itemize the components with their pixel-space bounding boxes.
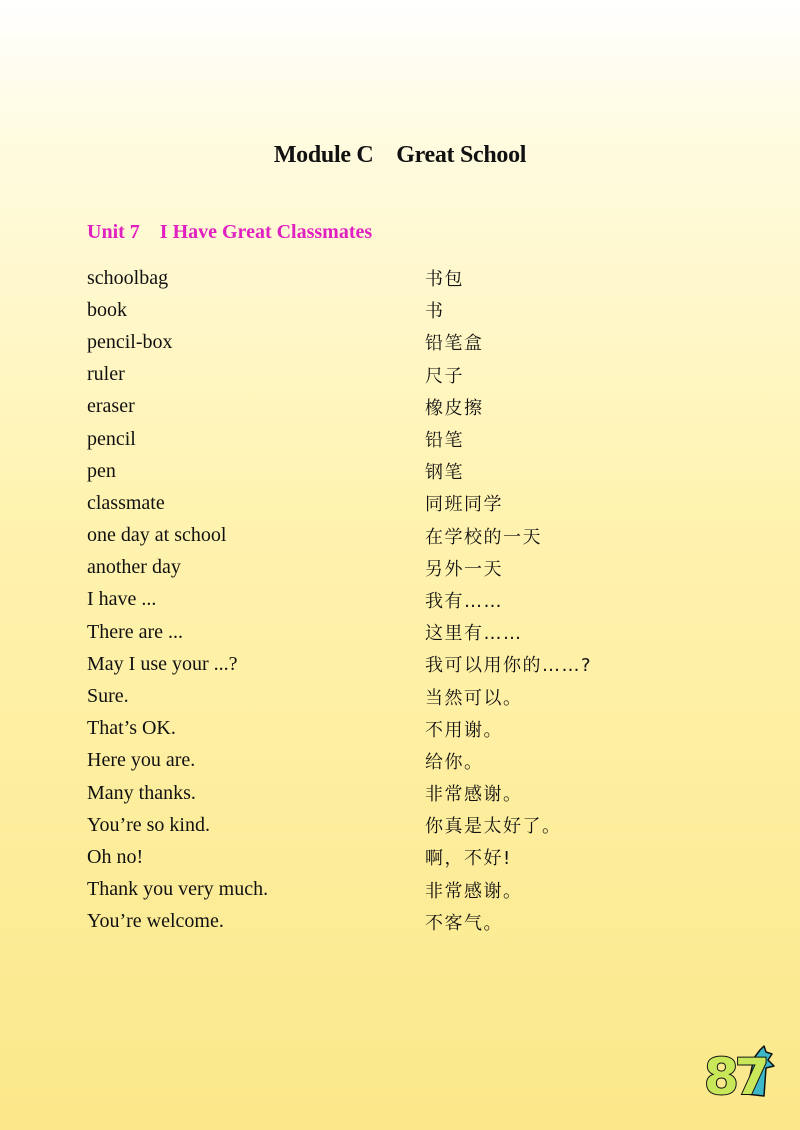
vocab-english: schoolbag — [87, 266, 169, 289]
vocab-chinese: 铅笔 — [425, 430, 464, 452]
vocab-row — [87, 294, 707, 326]
vocab-row — [87, 455, 707, 487]
vocab-english: pencil — [87, 427, 136, 450]
vocab-row — [87, 326, 707, 358]
vocab-chinese: 钢笔 — [425, 462, 464, 484]
vocab-english: Thank you very much. — [87, 878, 269, 901]
vocab-english: I have ... — [87, 588, 157, 611]
vocab-row — [87, 841, 707, 873]
vocab-row — [87, 391, 707, 423]
vocab-english: Here you are. — [87, 749, 196, 772]
vocab-english: classmate — [87, 491, 165, 514]
vocab-chinese: 橡皮擦 — [425, 397, 484, 419]
vocab-english: May I use your ...? — [87, 652, 238, 675]
vocab-english: You’re welcome. — [87, 910, 224, 933]
vocab-row — [87, 713, 707, 745]
vocab-row — [87, 809, 707, 841]
vocab-chinese: 当然可以。 — [425, 687, 523, 709]
vocabulary-list — [87, 262, 707, 938]
page-number — [702, 1044, 778, 1100]
vocab-chinese: 书包 — [425, 269, 464, 291]
vocab-english: another day — [87, 556, 181, 579]
vocab-chinese: 同班同学 — [425, 494, 503, 516]
vocab-chinese: 尺子 — [425, 365, 464, 387]
unit-heading: Unit 7 I Have Great Classmates — [87, 221, 373, 243]
vocab-chinese: 非常感谢。 — [425, 784, 523, 806]
vocab-english: That’s OK. — [87, 717, 176, 740]
vocab-row — [87, 359, 707, 391]
vocab-row — [87, 616, 707, 648]
vocab-row — [87, 874, 707, 906]
vocab-english: book — [87, 298, 127, 321]
vocab-row — [87, 520, 707, 552]
vocab-chinese: 铅笔盒 — [425, 333, 484, 355]
vocab-row — [87, 648, 707, 680]
vocab-english: pencil-box — [87, 330, 173, 353]
vocab-row — [87, 745, 707, 777]
vocab-chinese: 书 — [425, 301, 445, 323]
vocab-english: There are ... — [87, 620, 184, 643]
vocab-english: eraser — [87, 395, 135, 418]
vocab-chinese: 不客气。 — [425, 912, 503, 934]
vocab-chinese: 你真是太好了。 — [425, 816, 562, 838]
vocab-chinese: 啊，不好! — [425, 848, 512, 870]
vocab-chinese: 我可以用你的……? — [425, 655, 593, 677]
module-title: Module C Great School — [273, 142, 527, 168]
vocab-english: pen — [87, 459, 116, 482]
vocab-row — [87, 487, 707, 519]
vocab-chinese: 另外一天 — [425, 558, 503, 580]
vocab-english: Oh no! — [87, 845, 144, 868]
vocab-chinese: 我有…… — [425, 590, 503, 612]
vocab-english: You’re so kind. — [87, 813, 210, 836]
vocab-english: Sure. — [87, 685, 129, 708]
vocab-chinese: 在学校的一天 — [425, 526, 542, 548]
vocab-row — [87, 777, 707, 809]
vocab-row — [87, 906, 707, 938]
vocab-chinese: 非常感谢。 — [425, 880, 523, 902]
vocab-chinese: 不用谢。 — [425, 719, 503, 741]
vocab-row — [87, 584, 707, 616]
vocab-english: Many thanks. — [87, 781, 196, 804]
vocab-row — [87, 423, 707, 455]
vocab-row — [87, 262, 707, 294]
vocab-english: one day at school — [87, 524, 227, 547]
page-number-text: 87 — [704, 1048, 766, 1100]
vocab-english: ruler — [87, 363, 125, 386]
vocab-chinese: 给你。 — [425, 751, 484, 773]
vocab-row — [87, 680, 707, 712]
vocab-row — [87, 552, 707, 584]
vocab-chinese: 这里有…… — [425, 623, 523, 645]
